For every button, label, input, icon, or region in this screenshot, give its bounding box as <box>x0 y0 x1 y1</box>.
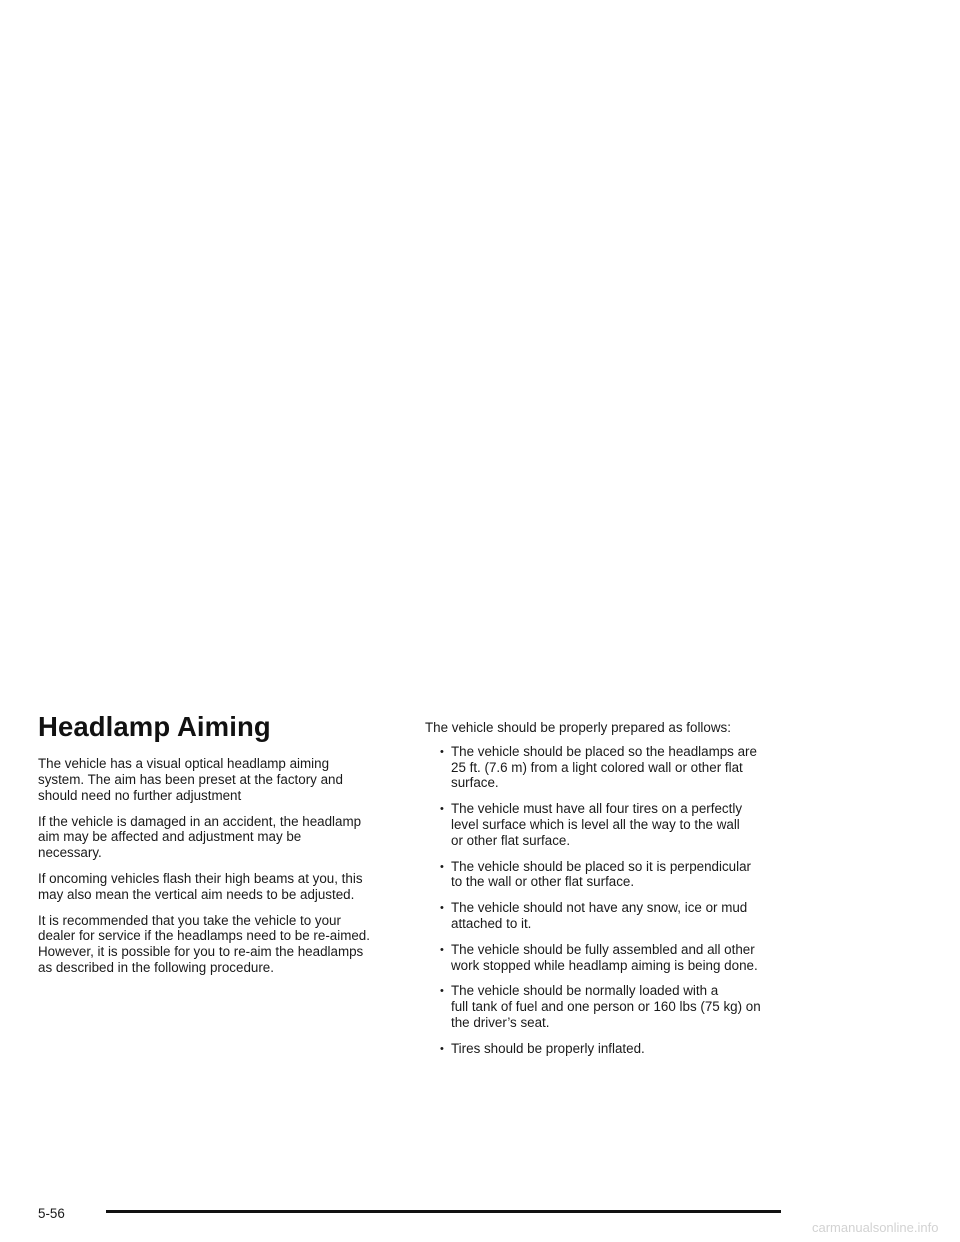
watermark-link[interactable]: carmanualsonline.info <box>812 1220 939 1235</box>
list-item-text: The vehicle must have all four tires on a perfectly level surface which is level all the way to the wall or other flat surface. <box>451 801 743 848</box>
list-item-text: The vehicle should be fully assembled and all other work stopped while headlamp aiming is being done. <box>451 941 758 973</box>
list-item <box>425 744 795 791</box>
list-item <box>425 801 795 848</box>
list-item-text: The vehicle should be placed so it is perpendicular to the wall or other flat surface. <box>451 858 751 890</box>
bullet-icon: • <box>440 745 444 758</box>
bullet-icon: • <box>440 943 444 956</box>
bullet-icon: • <box>440 860 444 873</box>
paragraph-dealer-recommendation: It is recommended that you take the vehicle to your dealer for service if the headlamps need to be re-aimed. However, it is possible for you to re-aim the headlamps as described in the following procedure. <box>38 912 370 976</box>
paragraph-oncoming-vehicles: If oncoming vehicles flash their high beams at you, this may also mean the vertical aim needs to be adjusted. <box>38 871 363 902</box>
paragraph-accident-damage: If the vehicle is damaged in an accident, the headlamp aim may be affected and adjustment may be necessary. <box>38 813 362 861</box>
section-heading: Headlamp Aiming <box>38 711 271 742</box>
page-number: 5-56 <box>38 1206 65 1221</box>
bullet-icon: • <box>440 1042 444 1055</box>
footer-rule <box>106 1210 781 1213</box>
list-item <box>425 983 795 1030</box>
bullet-icon: • <box>440 803 444 816</box>
bullet-icon: • <box>440 902 444 915</box>
paragraph-system-description: The vehicle has a visual optical headlamp aiming system. The aim has been preset at the factory and should need no further adjustment <box>38 756 343 803</box>
list-item-text: The vehicle should be normally loaded with a full tank of fuel and one person or 160 lbs (75 kg) on the driver’s seat. <box>451 983 761 1030</box>
list-item <box>425 859 795 891</box>
list-item-text: The vehicle should not have any snow, ice or mud attached to it. <box>451 900 748 931</box>
right-column <box>425 720 795 1067</box>
list-item-text: Tires should be properly inflated. <box>451 1040 645 1056</box>
preparation-list <box>425 744 795 1057</box>
list-item <box>425 1041 795 1057</box>
left-column <box>38 712 403 986</box>
list-item-text: The vehicle should be placed so the headlamps are 25 ft. (7.6 m) from a light colored wall or other flat surface. <box>451 743 757 791</box>
list-item <box>425 942 795 974</box>
list-item <box>425 900 795 932</box>
preparation-intro: The vehicle should be properly prepared as follows: <box>425 720 731 735</box>
bullet-icon: • <box>440 985 444 998</box>
